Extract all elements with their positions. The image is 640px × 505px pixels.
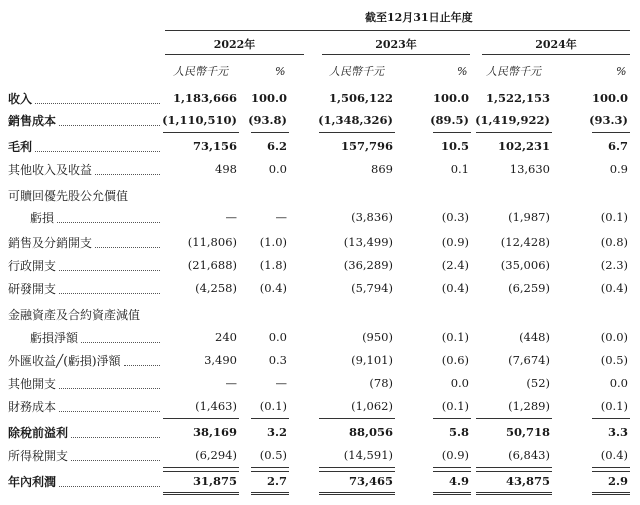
unit-label: 人民幣千元 [486,65,541,78]
total-rule-top [592,471,630,472]
subtotal-rule [592,418,630,419]
table-cell: (0.3) [441,210,469,224]
total-double-rule [433,492,471,495]
subtotal-rule [319,132,395,133]
table-cell: 50,718 [505,425,550,439]
table-cell: (7,674) [508,353,550,367]
table-cell: (2.4) [441,258,469,272]
dot-leader [59,388,160,389]
table-cell: — [225,210,237,224]
year-underline [165,54,304,55]
row-label: 所得稅開支 [8,449,69,463]
total-rule-top [319,471,395,472]
table-cell: 0.0 [450,376,469,390]
total-rule-top [433,471,471,472]
table-cell: (36,289) [343,258,393,272]
table-cell: 4.9 [448,474,469,488]
table-cell: 10.5 [440,139,469,153]
dot-leader [124,365,160,366]
table-cell: (93.8) [248,113,287,127]
table-cell: (0.1) [441,399,469,413]
table-cell: 2.9 [607,474,628,488]
table-cell: (1.8) [259,258,287,272]
table-cell: — [225,376,237,390]
dot-leader [59,293,160,294]
table-cell: 240 [215,330,237,344]
table-cell: (6,259) [508,281,550,295]
table-cell: (2.3) [600,258,628,272]
table-cell: 100.0 [432,91,469,105]
table-cell: 102,231 [497,139,550,153]
table-cell: (35,006) [500,258,550,272]
table-cell: (21,688) [187,258,237,272]
table-cell: 0.0 [609,376,628,390]
subtotal-rule [433,132,471,133]
row-label: 銷售及分銷開支 [8,236,93,250]
table-cell: 3.3 [607,425,628,439]
table-cell: (0.6) [441,353,469,367]
table-cell: 0.0 [268,162,287,176]
unit-label: 人民幣千元 [173,65,228,78]
total-rule-top [476,471,552,472]
row-label: 行政開支 [8,259,57,273]
table-cell: 100.0 [250,91,287,105]
table-cell: (1,419,922) [475,113,550,127]
subtotal-rule [433,467,471,468]
dot-leader [59,486,160,487]
table-cell: (1.0) [259,235,287,249]
subtotal-rule [163,418,239,419]
dot-leader [59,125,160,126]
year-header: 2022年 [213,38,256,51]
table-cell: (78) [369,376,393,390]
year-underline [482,54,630,55]
table-cell: (14,591) [343,448,393,462]
dot-leader [71,437,160,438]
table-cell: (950) [362,330,393,344]
table-cell: (4,258) [195,281,237,295]
period-title: 截至12月31日止年度 [365,11,473,24]
table-cell: 43,875 [505,474,550,488]
table-cell: (1,110,510) [162,113,237,127]
table-cell: 3,490 [204,353,237,367]
year-header: 2024年 [535,38,577,51]
row-label: 金融資產及合約資產減值 [8,308,141,322]
table-cell: 2.7 [266,474,287,488]
pct-label: % [457,65,468,78]
subtotal-rule [163,132,239,133]
total-rule-top [163,471,239,472]
table-cell: (11,806) [187,235,237,249]
subtotal-rule [592,467,630,468]
row-label: 可贖回優先股公允價值 [8,189,129,203]
table-cell: 13,630 [509,162,550,176]
table-cell: (6,294) [195,448,237,462]
table-cell: 0.1 [450,162,469,176]
row-label: 其他收入及收益 [8,163,93,177]
subtotal-rule [476,132,552,133]
dot-leader [35,151,160,152]
table-cell: 1,522,153 [485,91,550,105]
table-cell: (52) [526,376,550,390]
table-cell: 1,183,666 [172,91,237,105]
table-cell: (1,348,326) [318,113,393,127]
table-cell: (5,794) [351,281,393,295]
table-cell: (1,289) [508,399,550,413]
row-label: 財務成本 [8,400,57,414]
table-cell: 5.8 [448,425,469,439]
table-cell: — [275,210,287,224]
table-cell: (0.9) [441,235,469,249]
subtotal-rule [251,418,289,419]
subtotal-rule [476,467,552,468]
row-label: 其他開支 [8,377,57,391]
table-cell: — [275,376,287,390]
table-cell: (0.1) [600,399,628,413]
table-cell: 6.7 [607,139,628,153]
table-cell: (1,463) [195,399,237,413]
table-cell: 6.2 [266,139,287,153]
dot-leader [35,103,160,104]
dot-leader [81,342,160,343]
row-label: 銷售成本 [8,114,57,128]
table-cell: (0.4) [259,281,287,295]
table-cell: (9,101) [351,353,393,367]
table-cell: 100.0 [591,91,628,105]
row-label: 年內利潤 [8,475,57,489]
table-cell: (0.8) [600,235,628,249]
subtotal-rule [319,467,395,468]
table-cell: 1,506,122 [328,91,393,105]
table-cell: (1,062) [351,399,393,413]
subtotal-rule [433,418,471,419]
dot-leader [59,270,160,271]
total-double-rule [476,492,552,495]
subtotal-rule [592,132,630,133]
dot-leader [59,411,160,412]
table-cell: (448) [519,330,550,344]
table-cell: (12,428) [500,235,550,249]
table-cell: 498 [215,162,237,176]
total-rule-top [251,471,289,472]
table-cell: 0.9 [609,162,628,176]
total-double-rule [319,492,395,495]
subtotal-rule [251,467,289,468]
total-double-rule [163,492,239,495]
total-double-rule [592,492,630,495]
year-underline [322,54,470,55]
subtotal-rule [163,467,239,468]
pct-label: % [275,65,286,78]
table-cell: 31,875 [192,474,237,488]
table-cell: (89.5) [430,113,469,127]
table-cell: 0.3 [268,353,287,367]
table-cell: (0.1) [441,330,469,344]
dot-leader [95,174,160,175]
table-cell: (0.0) [600,330,628,344]
header-rule [165,30,630,31]
pct-label: % [616,65,627,78]
row-label: 收入 [8,92,33,106]
table-cell: (93.3) [589,113,628,127]
table-cell: 88,056 [348,425,393,439]
table-cell: (0.1) [259,399,287,413]
subtotal-rule [319,418,395,419]
dot-leader [95,247,160,248]
table-cell: (0.5) [600,353,628,367]
table-cell: (1,987) [508,210,550,224]
table-cell: 38,169 [192,425,237,439]
table-cell: 3.2 [266,425,287,439]
table-cell: (0.1) [600,210,628,224]
table-cell: 0.0 [268,330,287,344]
dot-leader [71,460,160,461]
table-cell: (6,843) [508,448,550,462]
subtotal-rule [251,132,289,133]
unit-label: 人民幣千元 [329,65,384,78]
table-cell: (0.4) [441,281,469,295]
table-cell: (0.5) [259,448,287,462]
row-label: 虧損 [30,211,55,225]
table-cell: 869 [371,162,393,176]
table-cell: (0.4) [600,281,628,295]
table-cell: (0.9) [441,448,469,462]
row-label: 除稅前溢利 [8,426,69,440]
year-header: 2023年 [375,38,417,51]
table-cell: (13,499) [343,235,393,249]
table-cell: 73,156 [192,139,237,153]
row-label: 研發開支 [8,282,57,296]
dot-leader [57,222,160,223]
total-double-rule [251,492,289,495]
table-cell: 157,796 [340,139,393,153]
table-cell: (3,836) [351,210,393,224]
row-label: 外匯收益╱(虧損)淨額 [8,354,121,368]
table-cell: (0.4) [600,448,628,462]
table-cell: 73,465 [348,474,393,488]
row-label: 毛利 [8,140,33,154]
row-label: 虧損淨額 [30,331,79,345]
subtotal-rule [476,418,552,419]
